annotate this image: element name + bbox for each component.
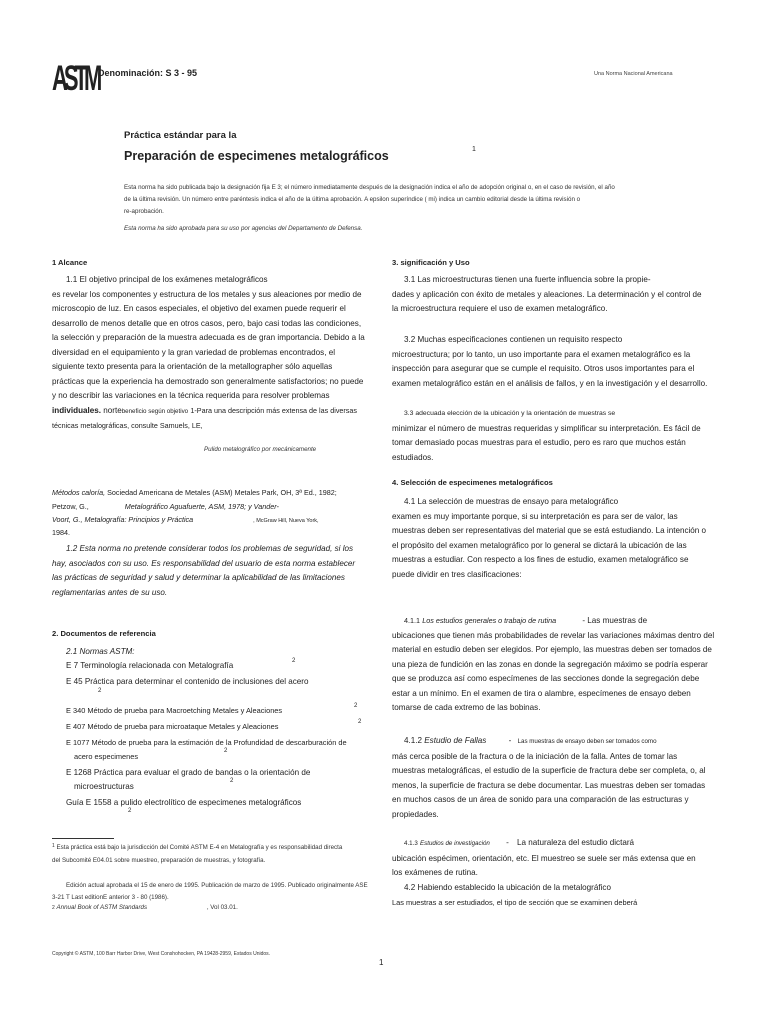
text-run: Annual Book of ASTM Standards [56, 904, 148, 911]
text-line: tomar demasiado pocas muestras para el estudio, pero es raro que muchos están [392, 438, 686, 447]
section-1-heading: 1 Alcance [52, 258, 88, 267]
text-line: inspección para asegurar que se cumple el requisito. Otros usos importantes para el [392, 364, 695, 373]
reference-item [66, 675, 309, 690]
paragraph-4-2 [392, 881, 637, 910]
footnote-2-line-1: Edición actual aprobada el 15 de enero de 1995. Publicación de marzo de 1995. Publicado originalmente ASE [66, 882, 368, 889]
page-title: Preparación de especimenes metalográficos [124, 149, 389, 163]
text-run: 1-Para una descripción más extensa de las diversas [190, 405, 357, 415]
text-line: hay, asociados con su uso. Es responsabilidad del usuario de esta norma establecer [52, 558, 356, 568]
footnote-mark: 2 [52, 905, 55, 911]
footnote-mark: 1 [52, 843, 55, 849]
reference-item [66, 704, 282, 719]
text-line: E 1077 Método de prueba para la estimación de la Profundidad de descarburación de [66, 738, 347, 747]
text-run: Voort, G., Metalografía: Principios y Práctica [52, 515, 194, 524]
paragraph-4-1-1 [392, 614, 714, 716]
reference-item [66, 736, 347, 751]
text-line: más cerca posible de la fractura o de la iniciación de la falla. Antes de tomar las [392, 751, 678, 761]
text-run: Petzow, G., [52, 502, 89, 511]
footnote-rule [52, 838, 114, 839]
text-line [392, 836, 696, 852]
text-line: desarrollo de menos detalle que en otros casos, pero, bajo casi todas las condiciones, [52, 318, 362, 328]
text-line: ubicación espécimen, orientación, etc. El muestreo se suele ser más extensa que en [392, 853, 696, 863]
footnote-ref: 2 [128, 808, 132, 814]
national-standard: Una Norma Nacional Americana [594, 71, 673, 77]
text-line: 2.1 Normas ASTM: [66, 647, 135, 656]
section-4-heading: 4. Selección de especimenes metalográficos [392, 478, 553, 487]
paragraph-1-1 [52, 273, 365, 434]
text-line: examen es muy importante porque, si su interpretación es para ser de valor, las [392, 511, 678, 521]
intro-line-1: Esta norma ha sido publicada bajo la designación fija E 3; el número inmediatamente después de la designación indica el año de adopción original o, en el caso de revisión, el año [124, 184, 615, 191]
reference-item [66, 720, 278, 735]
text-line: minimizar el número de muestras requeridas y simplificar su interpretación. Es fácil de [392, 423, 701, 433]
text-run: Los estudios generales o trabajo de rutina [422, 616, 557, 625]
text-line: microestructura; por lo tanto, un uso importante para el examen metalográfico es la [392, 349, 691, 359]
ref-italic: Pulido metalográfico por mecánicamente [204, 446, 317, 453]
footnote-ref: 2 [354, 703, 358, 709]
text-line: muestras a estudiar. Con respecto a los fines de estudio, examen metalográfico se [392, 555, 689, 564]
text-line: siguiente texto presenta para la orientación de la metallographer sólo aquellas [52, 362, 333, 371]
paragraph-3-2 [392, 333, 707, 391]
footnote-2-line-2: 3-21 T Last editionE anterior 3 - 80 (1986). [52, 894, 169, 901]
astm-logo [52, 52, 99, 100]
text-line: E 407 Método de prueba para microataque Metales y Aleaciones [66, 722, 279, 731]
text-run: Estudios de investigación [420, 840, 490, 847]
text-line: material en estudio deben ser elegidos. Por ejemplo, las muestras deben ser tomados de [392, 645, 712, 654]
text-line: una pieza de fundición en las zonas en donde la segregación máximo se podría esperar [392, 659, 708, 669]
text-line: la selección y preparación de la muestra adecuada es de gran importancia. Debido a la [52, 333, 365, 342]
text-line: estar a un mínimo. En el examen de tira o alambre, especímenes de ensayo deben [392, 688, 691, 698]
text-run: beneficio según objetivo [121, 407, 189, 415]
ref-line-4: 1984. [52, 528, 70, 537]
ref-line-1 [52, 488, 337, 497]
copyright: Copyright © ASTM, 100 Barr Harbor Drive, West Conshohocken, PA 19428-2959, Estados Unidos. [52, 951, 271, 957]
paragraph-3-1 [392, 273, 702, 317]
section-4 [392, 476, 553, 491]
text-run: , McGraw Hill, Nueva York, [253, 518, 319, 524]
section-3-heading: 3. significación y Uso [392, 258, 470, 267]
ref-line-2 [52, 502, 279, 511]
text-line: examen metalográfico están en el análisis de fallos, y en la investigación y el desarrollo. [392, 378, 708, 388]
footnote-3 [52, 904, 238, 911]
text-line: 3.3 adecuada elección de la ubicación y la orientación de muestras se [404, 410, 616, 417]
text-line: microscopio de luz. En casos especiales, el objetivo del examen puede requerir el [52, 304, 346, 313]
text-line: E 7 Terminología relacionada con Metalografía [66, 661, 234, 670]
text-line: Las muestras a ser estudiados, el tipo de sección que se examinen deberá [392, 897, 638, 907]
text-line: E 340 Método de prueba para Macroetching Metales y Aleaciones [66, 706, 283, 715]
intro-line-3: re-aprobación. [124, 208, 164, 215]
paragraph-3-3 [392, 407, 701, 465]
section-1 [52, 256, 87, 271]
text-line: 1.2 Esta norma no pretende considerar todos los problemas de seguridad, si los [66, 544, 354, 553]
text-run: , Vol 03.01. [206, 904, 238, 911]
text-line: que se produzca así como especímenes de las secciones donde la segregación debe [392, 674, 700, 683]
text-line: técnicas metalográficas, consulte Samuels, LE, [52, 421, 203, 430]
paragraph-4-1 [392, 495, 706, 582]
text-line: acero especimenes [74, 752, 139, 761]
text-line: los exámenes de rutina. [392, 868, 478, 877]
page-number: 1 [379, 958, 384, 967]
text-run: Las muestras de ensayo deben ser tomados como [517, 738, 657, 745]
text-line: microestructuras [74, 782, 134, 791]
intro-line-4: Esta norma ha sido aprobada para su uso por agencias del Departamento de Defensa. [124, 225, 363, 232]
text-run: norte [103, 405, 122, 415]
text-run: Métodos caloría, [52, 488, 106, 497]
paragraph-1-2 [52, 542, 355, 600]
text-line: la microestructura requiere el uso de examen metalográfico. [392, 304, 608, 313]
text-line: dades y aplicación con éxito de metales y aleaciones. La determinación y el control de [392, 289, 702, 299]
title-pre: Práctica estándar para la [124, 130, 237, 141]
text-line: ubicaciones que tienen más probabilidades de revelar las variaciones máximas dentro del [392, 630, 715, 640]
text-line: E 45 Práctica para determinar el contenido de inclusiones del acero [66, 677, 309, 686]
reference-item [66, 766, 310, 781]
text-line: 4.2 Habiendo establecido la ubicación de la metalográfico [404, 883, 611, 892]
reference-item [66, 796, 301, 811]
intro-line-2: de la última revisión. Un número entre paréntesis indica el año de la última aprobación. A epsilon superíndice ( mi) indica un cambio editorial desde la última revisión o [124, 196, 581, 203]
text-run: Estudio de Fallas [424, 736, 487, 745]
astm-logo-text: ASTM [52, 58, 99, 98]
text-line: y no describir las variaciones en la técnica requerida para resolver problemas [52, 391, 330, 400]
text-line: tomarse de cada extremo de las bobinas. [392, 703, 541, 712]
title-footnote-ref: 1 [472, 146, 476, 153]
designation: Denominación: S 3 - 95 [98, 68, 198, 78]
text-line [52, 404, 365, 420]
section-2-heading: 2. Documentos de referencia [52, 629, 156, 638]
text-run: La naturaleza del estudio dictará [517, 838, 635, 847]
text-line: 3.2 Muchas especificaciones contienen un requisito respecto [404, 335, 623, 344]
text-run: - Las muestras de [582, 616, 648, 625]
footnote-1-line-2: del Subcomité E04.01 sobre muestreo, preparación de muestras, y fotografía. [52, 857, 266, 864]
text-line: reglamentarias antes de su uso. [52, 587, 168, 597]
section-2 [52, 627, 156, 642]
text-line [392, 614, 714, 629]
text-line: 4.1 La selección de muestras de ensayo para metalográfico [404, 497, 619, 506]
footnote-ref: 2 [358, 719, 362, 725]
text-line: estudiados. [392, 452, 434, 462]
paragraph-4-1-2 [392, 734, 706, 822]
paragraph-4-1-3 [392, 836, 696, 881]
text-run: individuales. [52, 405, 102, 415]
footnote-1-line-1 [52, 844, 342, 851]
text-run: Esta práctica está bajo la jurisdicción del Comité ASTM E-4 en Metalografía y es responsabilidad directa [56, 844, 343, 851]
text-run: Metalográfico Aguafuerte, ASM, 1978; y Vander- [124, 502, 279, 511]
footnote-ref: 2 [230, 778, 234, 784]
text-line: 3.1 Las microestructuras tienen una fuerte influencia sobre la propie- [404, 275, 651, 284]
reference-item [74, 750, 138, 765]
text-line: diversidad en el equipamiento y la gran variedad de problemas encontrados, el [52, 347, 336, 357]
text-line: puede dividir en tres clasificaciones: [392, 569, 522, 579]
text-run: - [508, 736, 512, 745]
text-line [392, 734, 706, 750]
footnote-ref: 2 [98, 688, 102, 694]
section-2-1 [66, 645, 135, 660]
footnote-ref: 2 [224, 748, 228, 754]
text-line: Guía E 1558 a pulido electrolítico de especimenes metalográficos [66, 798, 302, 807]
text-run: 4.1.2 [404, 736, 423, 745]
text-line: E 1268 Práctica para evaluar el grado de bandas o la orientación de [66, 768, 311, 777]
reference-item [66, 659, 233, 674]
text-line: menos, la superficie de fractura se debe documentar. Las muestras deben ser tomadas [392, 780, 706, 790]
text-line: muestras metalográficas, el estudio de la superficie de fractura debe ser completa, o, al [392, 766, 706, 775]
text-line: en muchos casos de un área de sonido para una comparación de las estructuras y [392, 795, 689, 804]
text-line: muestras deben ser representativas del material que se está estudiando. La intención o [392, 526, 707, 535]
section-3 [392, 256, 470, 271]
text-run: - [506, 838, 509, 847]
footnote-ref: 2 [292, 658, 296, 664]
text-line: es revelar los componentes y estructura de los metales y sus aleaciones por medio de [52, 289, 362, 299]
reference-item [74, 780, 134, 795]
text-line: 1.1 El objetivo principal de los exámenes metalográficos [66, 275, 268, 284]
text-run: 4.1.1 [404, 616, 420, 625]
ref-line-3 [52, 515, 319, 524]
text-run: Sociedad Americana de Metales (ASM) Metales Park, OH, 3ª Ed., 1982; [107, 488, 337, 497]
text-run: 4.1.3 [404, 840, 418, 847]
text-line: propiedades. [392, 809, 439, 819]
text-line: el propósito del examen metalográfico por lo general se dictará la ubicación de las [392, 540, 687, 550]
text-line: las prácticas de seguridad y salud y determinar la aplicabilidad de las limitaciones [52, 573, 345, 582]
text-line: prácticas que la experiencia ha demostrado son generalmente satisfactorios; no puede [52, 376, 364, 386]
